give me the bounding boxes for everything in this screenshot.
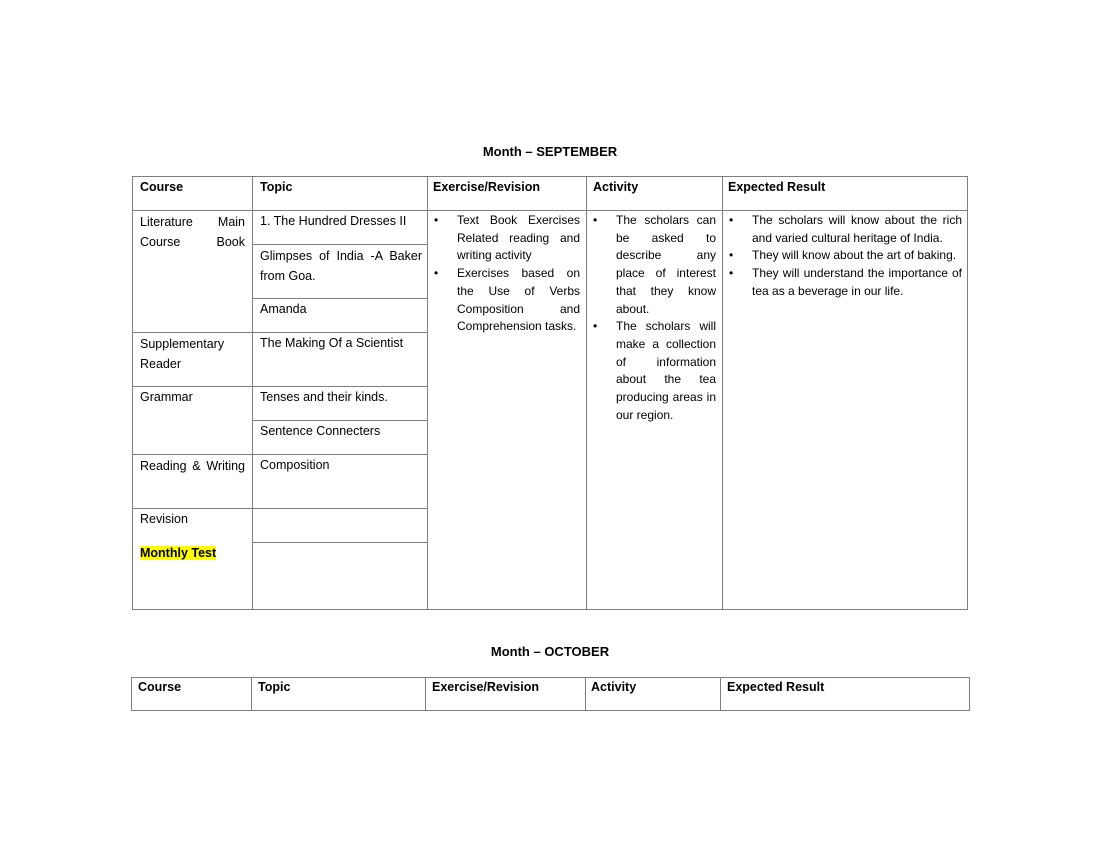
table-border [251, 677, 252, 711]
table-border [131, 710, 970, 711]
exercise-cell [432, 212, 580, 336]
header-topic: Topic [260, 180, 293, 194]
header-exercise: Exercise/Revision [432, 680, 540, 694]
table-border [967, 176, 968, 610]
table-border [132, 508, 427, 509]
result-item: • They will know about the art of baking. [727, 247, 962, 265]
header-course: Course [140, 180, 184, 194]
header-course: Course [138, 680, 182, 694]
topic-composition: Composition [260, 458, 330, 472]
course-literature: Literature Main Course Book [140, 215, 245, 249]
activity-item: • The scholars will make a collection of information about the tea producing areas in our region. [591, 318, 716, 424]
topic-amanda: Amanda [260, 302, 307, 316]
september-title: Month – SEPTEMBER [482, 144, 618, 159]
header-activity: Activity [593, 180, 639, 194]
table-border [969, 677, 970, 711]
result-item: • They will understand the importance of tea as a beverage in our life. [727, 265, 962, 300]
table-border [722, 176, 723, 610]
header-exercise: Exercise/Revision [433, 180, 541, 194]
monthly-test-highlight: Monthly Test [140, 546, 217, 560]
course-monthly-test [140, 544, 216, 562]
table-border [252, 542, 427, 543]
topic-sentence-connecters: Sentence Connecters [260, 424, 381, 438]
table-border [586, 176, 587, 610]
table-border [252, 244, 427, 245]
course-grammar: Grammar [140, 390, 193, 404]
exercise-item: • Text Book Exercises Related reading and writing activity [432, 212, 580, 265]
header-activity: Activity [591, 680, 637, 694]
table-border [132, 609, 968, 610]
table-border [131, 677, 132, 711]
table-border [720, 677, 721, 711]
topic-making-of-scientist: The Making Of a Scientist [260, 336, 404, 350]
topic-tenses: Tenses and their kinds. [260, 390, 388, 404]
result-cell [727, 212, 962, 301]
table-border [132, 454, 427, 455]
header-result: Expected Result [727, 680, 825, 694]
table-border [132, 332, 427, 333]
table-border [132, 176, 968, 177]
table-border [131, 677, 970, 678]
october-title: Month – OCTOBER [490, 644, 610, 659]
activity-cell [591, 212, 716, 424]
exercise-item: • Exercises based on the Use of Verbs Composition and Comprehension tasks. [432, 265, 580, 336]
table-border [132, 176, 133, 610]
course-supplementary: Supplementary Reader [140, 337, 225, 371]
topic-hundred-dresses: 1. The Hundred Dresses II [260, 214, 407, 228]
activity-item: • The scholars can be asked to describe any place of interest that they know about. [591, 212, 716, 318]
table-border [425, 677, 426, 711]
course-reading-writing: Reading & Writing [140, 459, 245, 473]
result-item: • The scholars will know about the rich and varied cultural heritage of India. [727, 212, 962, 247]
course-revision: Revision [140, 512, 188, 526]
table-border [132, 210, 968, 211]
table-border [132, 386, 427, 387]
table-border [252, 420, 427, 421]
table-border [585, 677, 586, 711]
header-topic: Topic [258, 680, 291, 694]
table-border [427, 176, 428, 610]
topic-baker-from-goa: Glimpses of India -A Baker from Goa. [260, 249, 422, 283]
table-border [252, 298, 427, 299]
header-result: Expected Result [728, 180, 826, 194]
table-border [252, 176, 253, 610]
